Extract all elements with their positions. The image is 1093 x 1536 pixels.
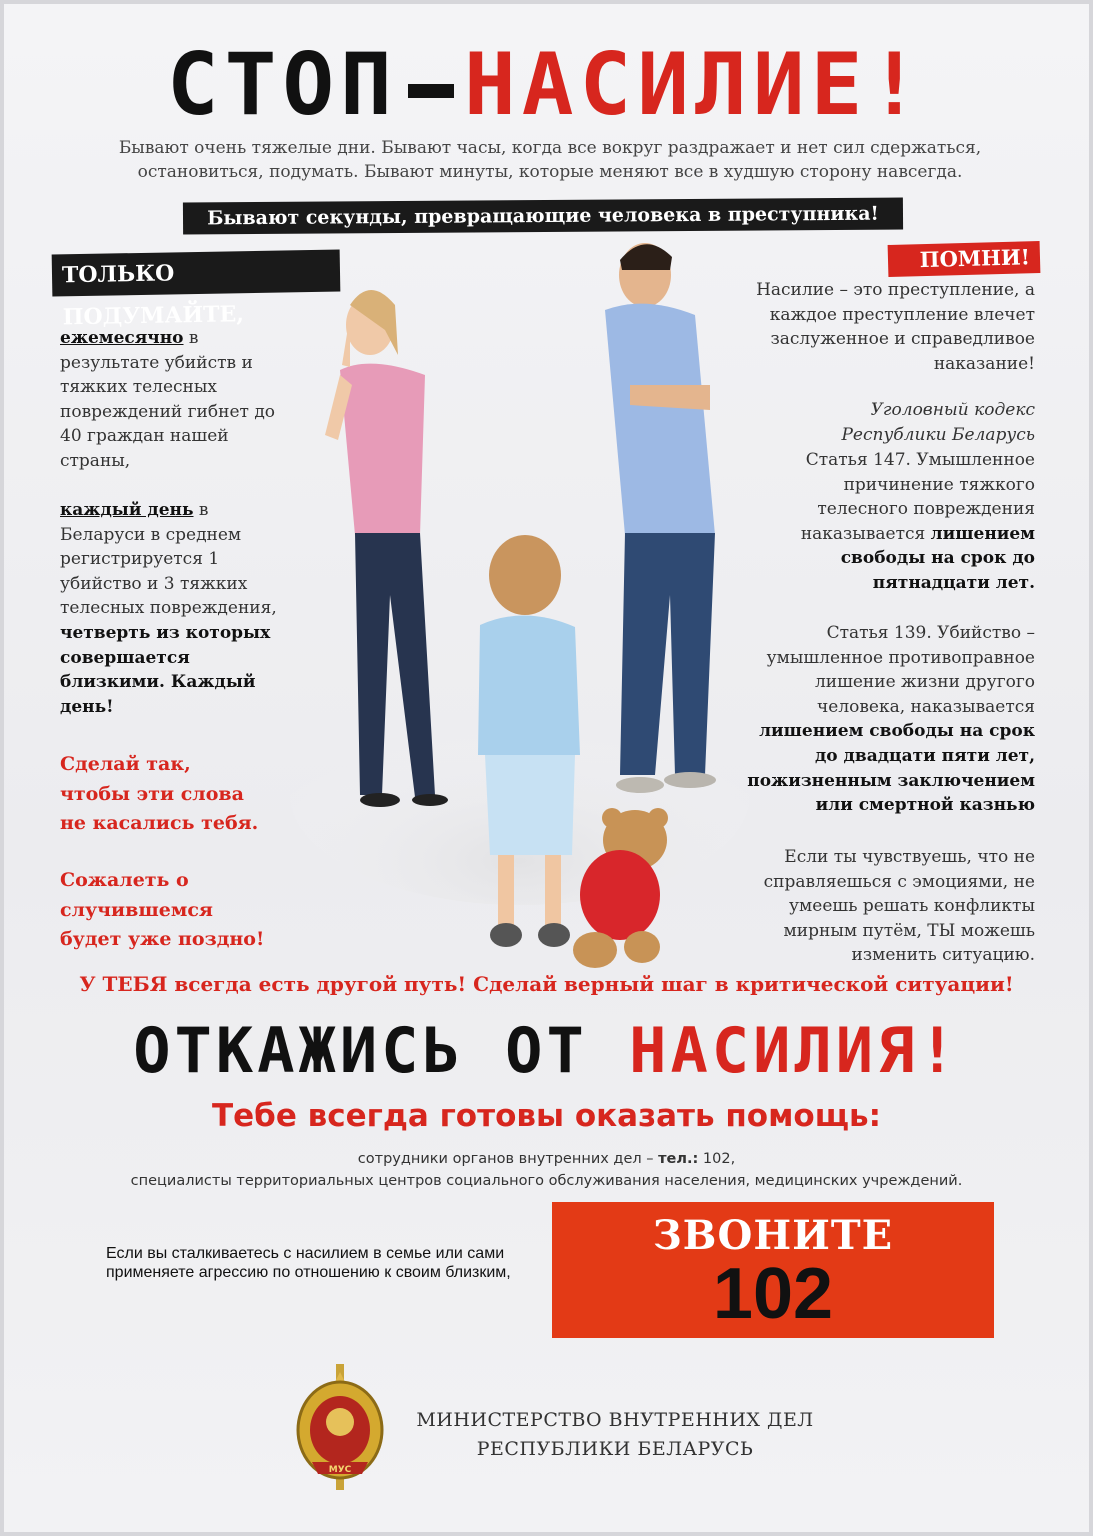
article-147-text: Статья 147. Умышленное причинение тяжкого телесного повреждения наказывается bbox=[800, 450, 1035, 544]
help-line-1-pre: сотрудники органов внутренних дел – bbox=[357, 1151, 659, 1167]
refuse-black-text: ОТКАЖИСЬ ОТ bbox=[133, 1014, 588, 1087]
article-147 bbox=[795, 448, 1035, 596]
ministry-name bbox=[405, 1406, 825, 1464]
title-dash bbox=[408, 84, 454, 98]
right-paragraph-crime: Насилие – это преступление, а каждое преступление влечет заслуженное и справедливое наказание! bbox=[756, 280, 1035, 374]
monthly-emphasis: ежемесячно bbox=[60, 328, 184, 348]
monthly-text: в результате убийств и тяжких телесных повреждений гибнет до 40 граждан нашей страны, bbox=[60, 328, 276, 471]
daily-emphasis: каждый день bbox=[60, 500, 194, 520]
intro-line-1: Бывают очень тяжелые дни. Бывают часы, когда все вокруг раздражает и нет сил сдержаться, bbox=[118, 138, 982, 158]
daily-bold-tail: четверть из которых совершается близкими. Каждый день! bbox=[60, 622, 271, 717]
family-illustration bbox=[290, 235, 750, 970]
call-102-box bbox=[552, 1202, 994, 1338]
help-line-1-bold: тел.: bbox=[658, 1151, 699, 1167]
ministry-line-2: РЕСПУБЛИКИ БЕЛАРУСЬ bbox=[476, 1438, 754, 1460]
emblem-text: МУС bbox=[328, 1465, 352, 1475]
article-147-penalty: лишением свободы на срок до пятнадцати лет. bbox=[840, 523, 1035, 593]
help-text bbox=[40, 1148, 1053, 1192]
help-title: Тебе всегда готовы оказать помощь: bbox=[212, 1098, 881, 1134]
left-paragraph-monthly bbox=[60, 326, 300, 474]
always-other-way-line: У ТЕБЯ всегда есть другой путь! Сделай верный шаг в критической ситуации! bbox=[79, 972, 1014, 996]
left-red-note-1: Сделай так, чтобы эти слова не касались тебя. bbox=[60, 753, 259, 834]
title-violence: НАСИЛИЕ! bbox=[463, 35, 927, 135]
think-heading: ТОЛЬКО ПОДУМАЙТЕ, bbox=[52, 249, 341, 296]
call-label: ЗВОНИТЕ bbox=[652, 1212, 894, 1259]
help-line-1-post: 102, bbox=[698, 1151, 736, 1167]
title-stop: СТОП bbox=[166, 35, 398, 135]
ministry-line-1: МИНИСТЕРСТВО ВНУТРЕННИХ ДЕЛ bbox=[416, 1409, 814, 1431]
refuse-violence-title bbox=[0, 1010, 1093, 1092]
daily-text: в Беларуси в среднем регистрируется 1 убийство и 3 тяжких телесных повреждения, bbox=[60, 500, 277, 619]
ministry-emblem-icon bbox=[290, 1362, 390, 1492]
left-paragraph-daily bbox=[60, 498, 292, 719]
article-139-text: Статья 139. Убийство – умышленное противоправное лишение жизни другого человека, наказывается bbox=[766, 623, 1035, 717]
main-title bbox=[0, 35, 1093, 135]
call-number: 102 bbox=[712, 1254, 834, 1334]
seconds-banner: Бывают секунды, превращающие человека в преступника! bbox=[183, 197, 903, 234]
refuse-red-text: НАСИЛИЯ! bbox=[629, 1014, 960, 1087]
intro-line-2: остановиться, подумать. Бывают минуты, которые меняют все в худшую сторону навсегда. bbox=[137, 162, 963, 182]
remember-heading: ПОМНИ! bbox=[888, 241, 1041, 277]
intro-text bbox=[70, 136, 1030, 184]
help-line-2: специалисты территориальных центров социального обслуживания населения, медицинских учреждений. bbox=[130, 1173, 963, 1189]
right-paragraph-change: Если ты чувствуешь, что не справляешься с эмоциями, не умеешь решать конфликты мирным путём, ТЫ можешь изменить ситуацию. bbox=[763, 847, 1035, 966]
help-line-1 bbox=[40, 1148, 1053, 1170]
article-139 bbox=[745, 621, 1035, 818]
article-139-penalty: лишением свободы на срок до двадцати пяти лет, пожизненным заключением или смертной казнью bbox=[747, 721, 1035, 816]
criminal-code-line-1: Уголовный кодекс bbox=[870, 400, 1035, 420]
criminal-code-line-2: Республики Беларусь bbox=[841, 425, 1035, 445]
left-red-note-2: Сожалеть о случившемся будет уже поздно! bbox=[60, 869, 265, 950]
if-violence-text: Если вы сталкиваетесь с насилием в семье или сами применяете агрессию по отношению к своим близким, bbox=[106, 1245, 511, 1281]
